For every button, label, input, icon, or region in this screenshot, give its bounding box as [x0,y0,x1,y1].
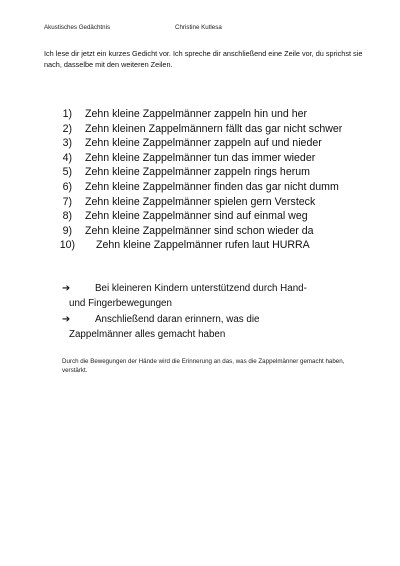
poem-line-text: Zehn kleinen Zappelmännern fällt das gar nicht schwer [85,122,343,135]
poem-line-number: 1) [62,108,72,120]
poem-line [0,180,400,195]
intro-paragraph: Ich lese dir jetzt ein kurzes Gedicht vor. Ich spreche dir anschließend eine Zeile vor, du sprichst sie nach, dasselbe mit den weiteren Zeilen. [44,49,363,69]
poem-line-number: 9) [62,224,72,237]
poem-line [0,151,400,166]
poem-line-number: 5) [62,166,72,179]
poem-line-text: Zehn kleine Zappelmänner finden das gar nicht dumm [85,180,339,193]
poem-line [0,107,400,122]
poem-line-number: 2) [62,122,72,135]
arrow-icon: ➔ [62,283,71,294]
arrow-icon: ➔ [62,314,71,325]
poem-line-number: 6) [62,180,72,193]
poem-line-text: Zehn kleine Zappelmänner tun das immer wieder [85,151,316,164]
poem-line-text: Zehn kleine Zappelmänner zappeln rings herum [85,166,310,179]
header-author: Christine Kutlesa [175,24,222,31]
poem-line [0,122,400,137]
poem-line-text: Zehn kleine Zappelmänner zappeln auf und nieder [85,137,322,150]
poem-line-number: 10) [59,239,75,252]
notes-list [0,282,400,342]
footer-paragraph: Durch die Bewegungen der Hände wird die Erinnerung an das, was die Zappelmänner gemacht haben, verstärkt. [62,358,345,375]
poem-line [0,136,400,151]
note-text-line: und Fingerbewegungen [69,297,172,309]
poem-line-text: Zehn kleine Zappelmänner sind schon wieder da [85,224,314,237]
poem-line [0,224,400,239]
poem-line-text: Zehn kleine Zappelmänner sind auf einmal weg [85,210,308,223]
note-item [0,313,400,342]
note-item [0,282,400,311]
poem-line-number: 7) [62,195,72,208]
poem-line [0,195,400,210]
note-text-line: Zappelmänner alles gemacht haben [69,328,226,340]
note-text-line: Bei kleineren Kindern unterstützend durch Hand- [95,283,307,294]
note-text-line: Anschließend daran erinnern, was die [95,314,260,325]
poem-line-text: Zehn kleine Zappelmänner spielen gern Versteck [85,195,316,208]
poem-line-number: 4) [62,151,72,164]
poem-line [0,238,400,253]
poem-line [0,209,400,224]
header-subject: Akustisches Gedächtnis [44,24,111,31]
poem-line [0,165,400,180]
poem-line-number: 8) [62,210,72,223]
poem-list [0,107,400,253]
poem-line-number: 3) [62,137,72,150]
poem-line-text: Zehn kleine Zappelmänner rufen laut HURRA [96,239,310,252]
poem-line-text: Zehn kleine Zappelmänner zappeln hin und her [85,108,308,120]
